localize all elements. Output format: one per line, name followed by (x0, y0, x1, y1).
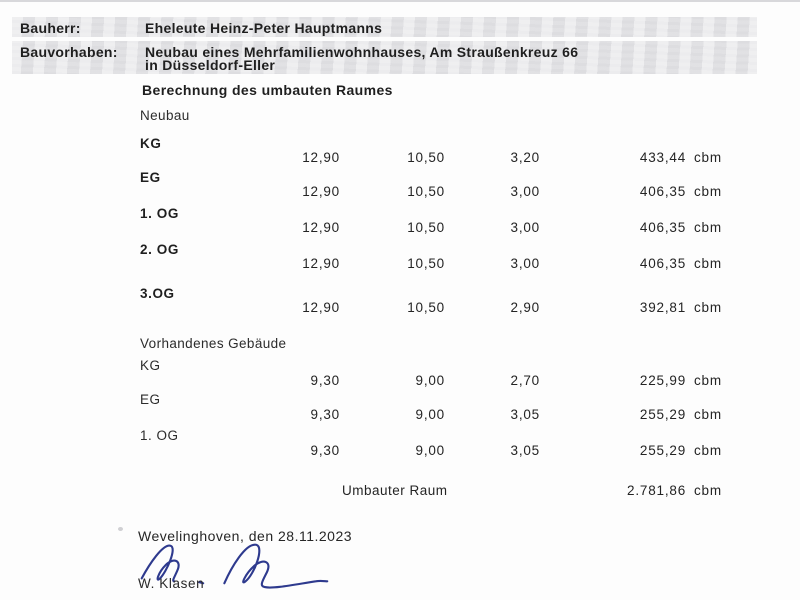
volume-value: 392,81 (639, 300, 686, 315)
total-row (0, 483, 800, 499)
height-value: 3,00 (510, 184, 540, 199)
volume-value: 255,29 (639, 407, 686, 422)
volume-value: 255,29 (639, 443, 686, 458)
length-value: 9,30 (310, 443, 340, 458)
length-value: 12,90 (302, 184, 340, 199)
floor-label: EG (140, 170, 161, 185)
width-value: 10,50 (407, 300, 445, 315)
height-value: 3,00 (510, 256, 540, 271)
volume-unit: cbm (694, 256, 722, 271)
width-value: 9,00 (415, 373, 445, 388)
bauherr-label: Bauherr: (20, 20, 81, 36)
length-value: 12,90 (302, 256, 340, 271)
header-band-bauherr (12, 17, 757, 37)
calculation-row (0, 300, 800, 316)
floor-label: 1. OG (140, 206, 180, 221)
calculation-row (0, 184, 800, 200)
volume-value: 225,99 (639, 373, 686, 388)
floor-label: 3.OG (140, 286, 175, 301)
height-value: 2,70 (510, 373, 540, 388)
floor-label: EG (140, 392, 161, 407)
volume-value: 433,44 (639, 150, 686, 165)
total-volume-unit: cbm (694, 483, 722, 498)
document-title: Berechnung des umbauten Raumes (142, 82, 393, 98)
volume-unit: cbm (694, 184, 722, 199)
place-and-date: Wevelinghoven, den 28.11.2023 (138, 528, 353, 544)
floor-label: KG (140, 358, 161, 373)
calculation-row (0, 373, 800, 389)
section-heading-vorhandenes-gebaeude: Vorhandenes Gebäude (140, 336, 287, 351)
volume-unit: cbm (694, 407, 722, 422)
total-volume-value: 2.781,86 (627, 483, 686, 498)
section-heading-neubau: Neubau (140, 108, 190, 123)
bauvorhaben-value-line2: in Düsseldorf-Eller (145, 57, 276, 73)
calculation-row (0, 443, 800, 459)
width-value: 10,50 (407, 150, 445, 165)
calculation-row (0, 256, 800, 272)
floor-label: 1. OG (140, 428, 179, 443)
volume-value: 406,35 (639, 184, 686, 199)
length-value: 12,90 (302, 220, 340, 235)
width-value: 9,00 (415, 407, 445, 422)
height-value: 3,20 (510, 150, 540, 165)
bauvorhaben-label: Bauvorhaben: (20, 44, 118, 60)
height-value: 3,05 (510, 407, 540, 422)
floor-label: KG (140, 136, 162, 151)
bauherr-value: Eheleute Heinz-Peter Hauptmanns (145, 20, 383, 36)
volume-value: 406,35 (639, 220, 686, 235)
width-value: 10,50 (407, 220, 445, 235)
length-value: 12,90 (302, 300, 340, 315)
calculation-row (0, 407, 800, 423)
volume-unit: cbm (694, 443, 722, 458)
calculation-row (0, 150, 800, 166)
height-value: 2,90 (510, 300, 540, 315)
total-label: Umbauter Raum (342, 483, 448, 498)
scan-artifact-dot (118, 527, 123, 531)
height-value: 3,00 (510, 220, 540, 235)
scan-edge-line (0, 0, 800, 2)
width-value: 10,50 (407, 256, 445, 271)
length-value: 9,30 (310, 373, 340, 388)
signatory-name: W. Klasen (138, 576, 205, 591)
volume-unit: cbm (694, 373, 722, 388)
width-value: 9,00 (415, 443, 445, 458)
volume-unit: cbm (694, 220, 722, 235)
volume-value: 406,35 (639, 256, 686, 271)
calculation-row (0, 220, 800, 236)
width-value: 10,50 (407, 184, 445, 199)
bauvorhaben-value-line1: Neubau eines Mehrfamilienwohnhauses, Am Straußenkreuz 66 (145, 44, 579, 60)
height-value: 3,05 (510, 443, 540, 458)
floor-label: 2. OG (140, 242, 180, 257)
volume-unit: cbm (694, 150, 722, 165)
length-value: 9,30 (310, 407, 340, 422)
length-value: 12,90 (302, 150, 340, 165)
volume-unit: cbm (694, 300, 722, 315)
